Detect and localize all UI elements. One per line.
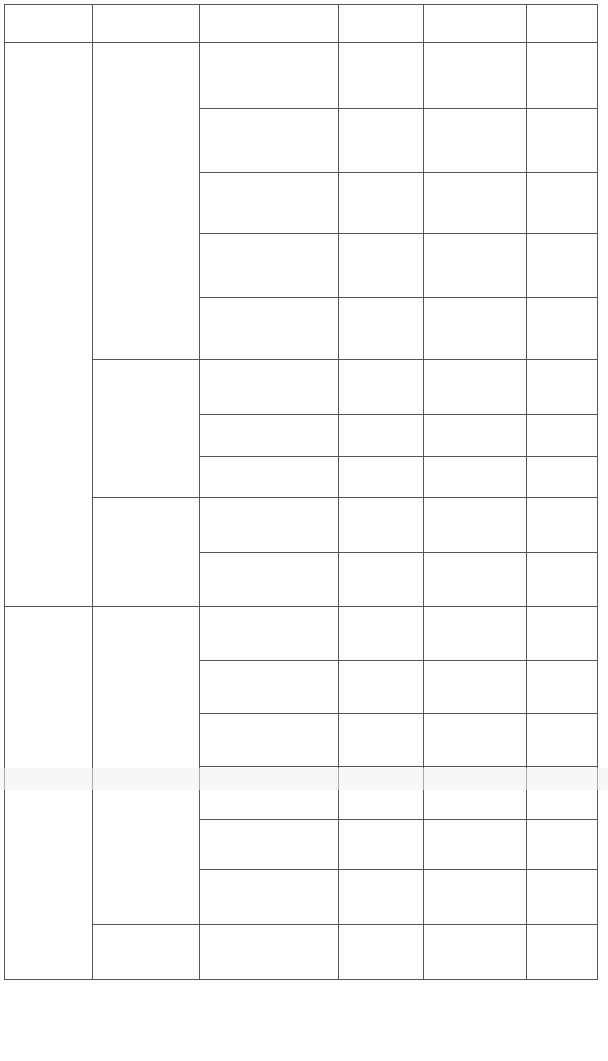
cert-name-cell [200, 607, 339, 661]
batch-cell [339, 661, 424, 714]
level-cell [527, 714, 598, 767]
batch-cell [339, 457, 424, 498]
level-cell [527, 870, 598, 925]
cert-name-cell [200, 661, 339, 714]
exam-date-cell [5, 607, 93, 980]
cert-name-cell [200, 820, 339, 870]
batch-cell [339, 498, 424, 553]
header-date [5, 5, 93, 43]
subject-cell [424, 820, 527, 870]
cert-name-cell [200, 767, 339, 820]
level-cell [527, 234, 598, 298]
level-cell [527, 498, 598, 553]
batch-cell [339, 234, 424, 298]
batch-cell [339, 415, 424, 457]
subject-cell [424, 457, 527, 498]
exam-time-cell [93, 607, 200, 925]
cert-name-cell [200, 415, 339, 457]
cert-name-cell [200, 360, 339, 415]
exam-time-cell [93, 498, 200, 607]
batch-cell [339, 607, 424, 661]
level-cell [527, 457, 598, 498]
table-row [5, 607, 598, 661]
subject-cell [424, 360, 527, 415]
exam-date-cell [5, 43, 93, 607]
level-cell [527, 553, 598, 607]
cert-name-cell [200, 109, 339, 173]
subject-cell [424, 173, 527, 234]
batch-cell [339, 298, 424, 360]
batch-cell [339, 109, 424, 173]
subject-cell [424, 714, 527, 767]
cert-name-cell [200, 43, 339, 109]
batch-cell [339, 360, 424, 415]
cert-name-cell [200, 714, 339, 767]
level-cell [527, 298, 598, 360]
header-batch [339, 5, 424, 43]
level-cell [527, 925, 598, 980]
subject-cell [424, 415, 527, 457]
level-cell [527, 415, 598, 457]
batch-cell [339, 767, 424, 820]
cert-name-cell [200, 173, 339, 234]
subject-cell [424, 109, 527, 173]
level-cell [527, 173, 598, 234]
table-row [5, 498, 598, 553]
subject-cell [424, 553, 527, 607]
batch-cell [339, 925, 424, 980]
exam-schedule-table [4, 4, 598, 980]
cert-name-cell [200, 234, 339, 298]
level-cell [527, 767, 598, 820]
cert-name-cell [200, 553, 339, 607]
header-time [93, 5, 200, 43]
batch-cell [339, 714, 424, 767]
batch-cell [339, 870, 424, 925]
level-cell [527, 661, 598, 714]
cert-name-cell [200, 498, 339, 553]
level-cell [527, 109, 598, 173]
exam-time-cell [93, 43, 200, 360]
batch-cell [339, 173, 424, 234]
level-cell [527, 43, 598, 109]
cert-name-cell [200, 870, 339, 925]
table-row [5, 360, 598, 415]
subject-cell [424, 43, 527, 109]
subject-cell [424, 661, 527, 714]
subject-cell [424, 870, 527, 925]
subject-cell [424, 234, 527, 298]
exam-time-cell [93, 360, 200, 498]
subject-cell [424, 925, 527, 980]
batch-cell [339, 820, 424, 870]
cert-name-cell [200, 298, 339, 360]
header-row [5, 5, 598, 43]
header-cert [200, 5, 339, 43]
subject-cell [424, 498, 527, 553]
cert-name-cell [200, 457, 339, 498]
subject-cell [424, 298, 527, 360]
level-cell [527, 820, 598, 870]
cert-name-cell [200, 925, 339, 980]
level-cell [527, 607, 598, 661]
batch-cell [339, 43, 424, 109]
level-cell [527, 360, 598, 415]
subject-cell [424, 607, 527, 661]
header-subject [424, 5, 527, 43]
schedule-body [5, 43, 598, 980]
table-row [5, 925, 598, 980]
batch-cell [339, 553, 424, 607]
header-level [527, 5, 598, 43]
table-row [5, 43, 598, 109]
subject-cell [424, 767, 527, 820]
exam-time-cell [93, 925, 200, 980]
